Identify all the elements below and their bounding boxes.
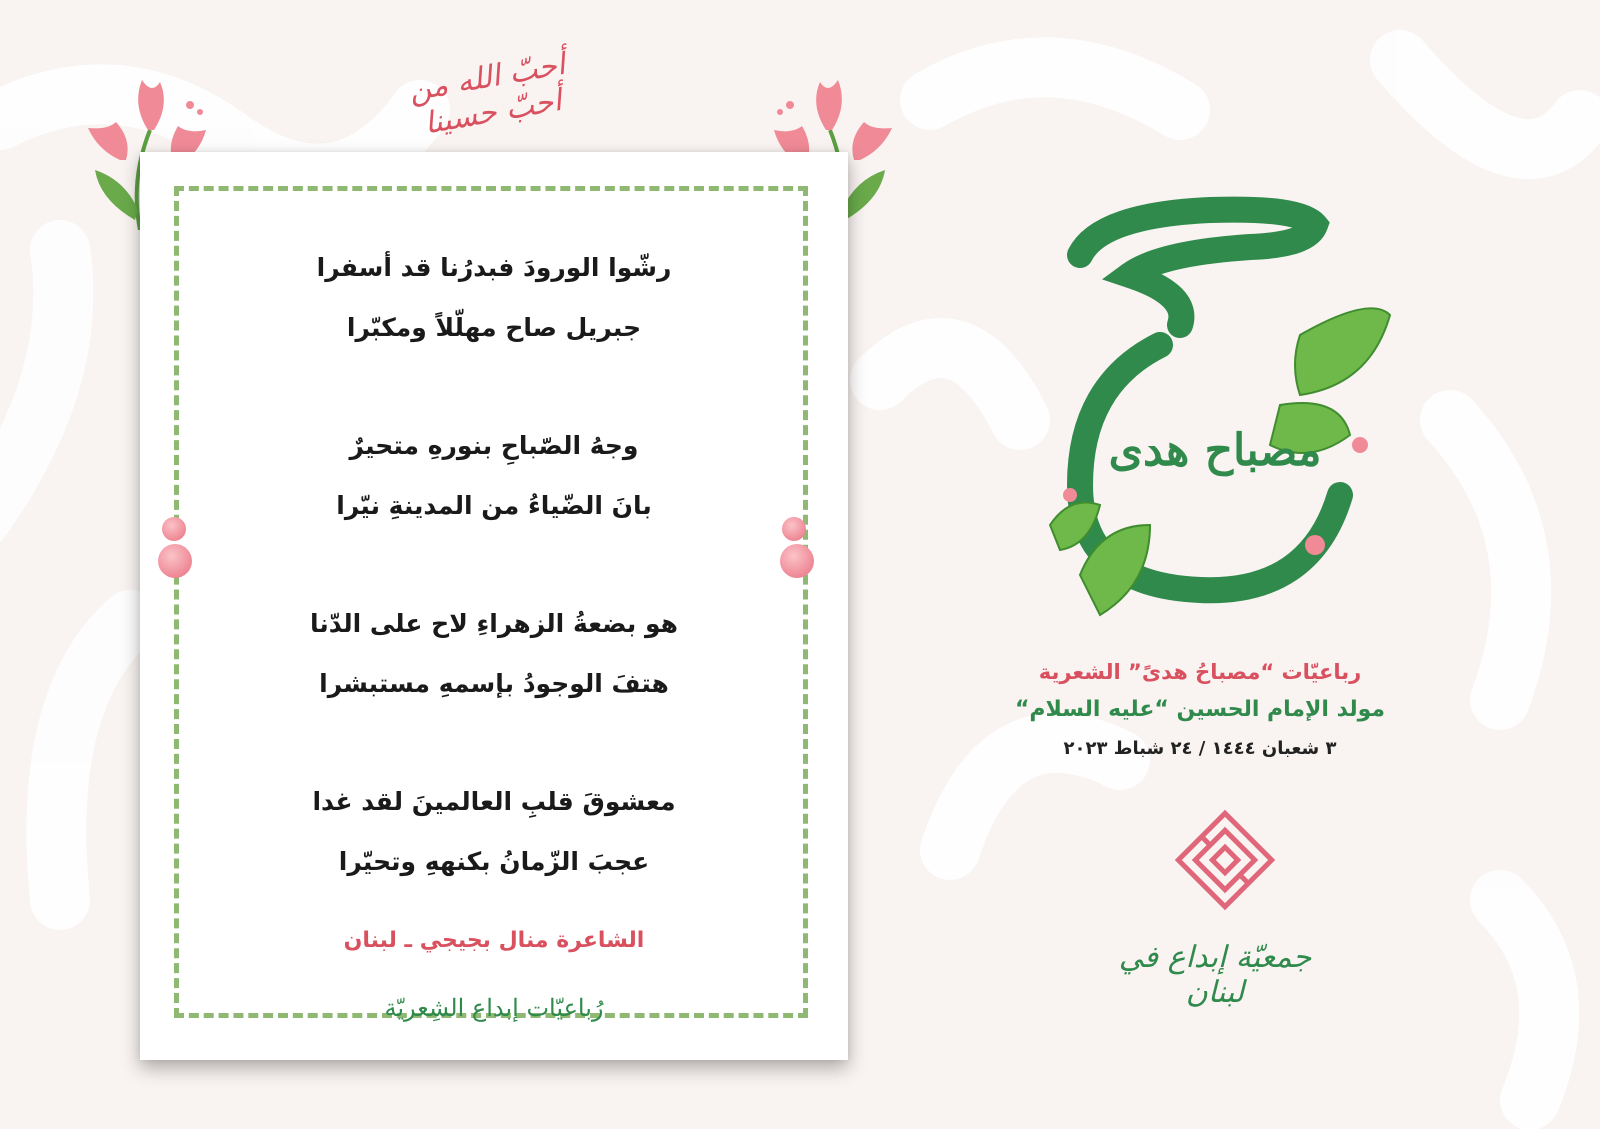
poem-line: هتفَ الوجودُ بإسمهِ مستبشرا — [319, 669, 669, 698]
poem-line: هو بضعةُ الزهراءِ لاح على الدّنا — [310, 609, 678, 638]
top-calligraphy: أحبّ الله من أحبّ حسينا — [406, 46, 568, 142]
series-title: رباعيّات “مصباحُ هدىً” الشعرية — [1038, 660, 1362, 684]
emblem-letter-icon — [1040, 195, 1400, 645]
poet-credit: الشاعرة منال بجيجي ـ لبنان — [343, 928, 645, 953]
poem-line: رشّوا الورودَ فبدرُنا قد أسفرا — [316, 253, 672, 282]
poem-line: جبريل صاح مهلّلاً ومكبّرا — [346, 313, 642, 342]
occasion-title: مولد الإمام الحسين “عليه السلام“ — [1014, 697, 1386, 722]
series-signature: رُباعيّات إبداع الشِعريّة — [384, 994, 604, 1022]
stanza-2 — [140, 416, 848, 536]
poem-line: معشوقَ قلبِ العالمينَ لقد غدا — [312, 787, 676, 816]
poem — [140, 238, 848, 950]
stanza-1 — [140, 238, 848, 358]
stanza-4 — [140, 772, 848, 892]
poem-card — [140, 152, 848, 1060]
stanza-3 — [140, 594, 848, 714]
emblem-text: مصباح هدى — [1108, 425, 1322, 476]
poem-line: عجبَ الزّمانُ بكنههِ وتحيّرا — [338, 847, 650, 876]
kufic-logo-icon — [1170, 805, 1280, 915]
event-date: ٣ شعبان ١٤٤٤ / ٢٤ شباط ٢٠٢٣ — [1063, 738, 1337, 759]
association-logo: جمعيّة إبداع في لبنان — [1118, 940, 1312, 1010]
poem-line: وجهُ الصّباحِ بنورهِ متحيرٌ — [349, 431, 639, 460]
poem-line: بانَ الضّياءُ من المدينةِ نيّرا — [336, 491, 652, 520]
